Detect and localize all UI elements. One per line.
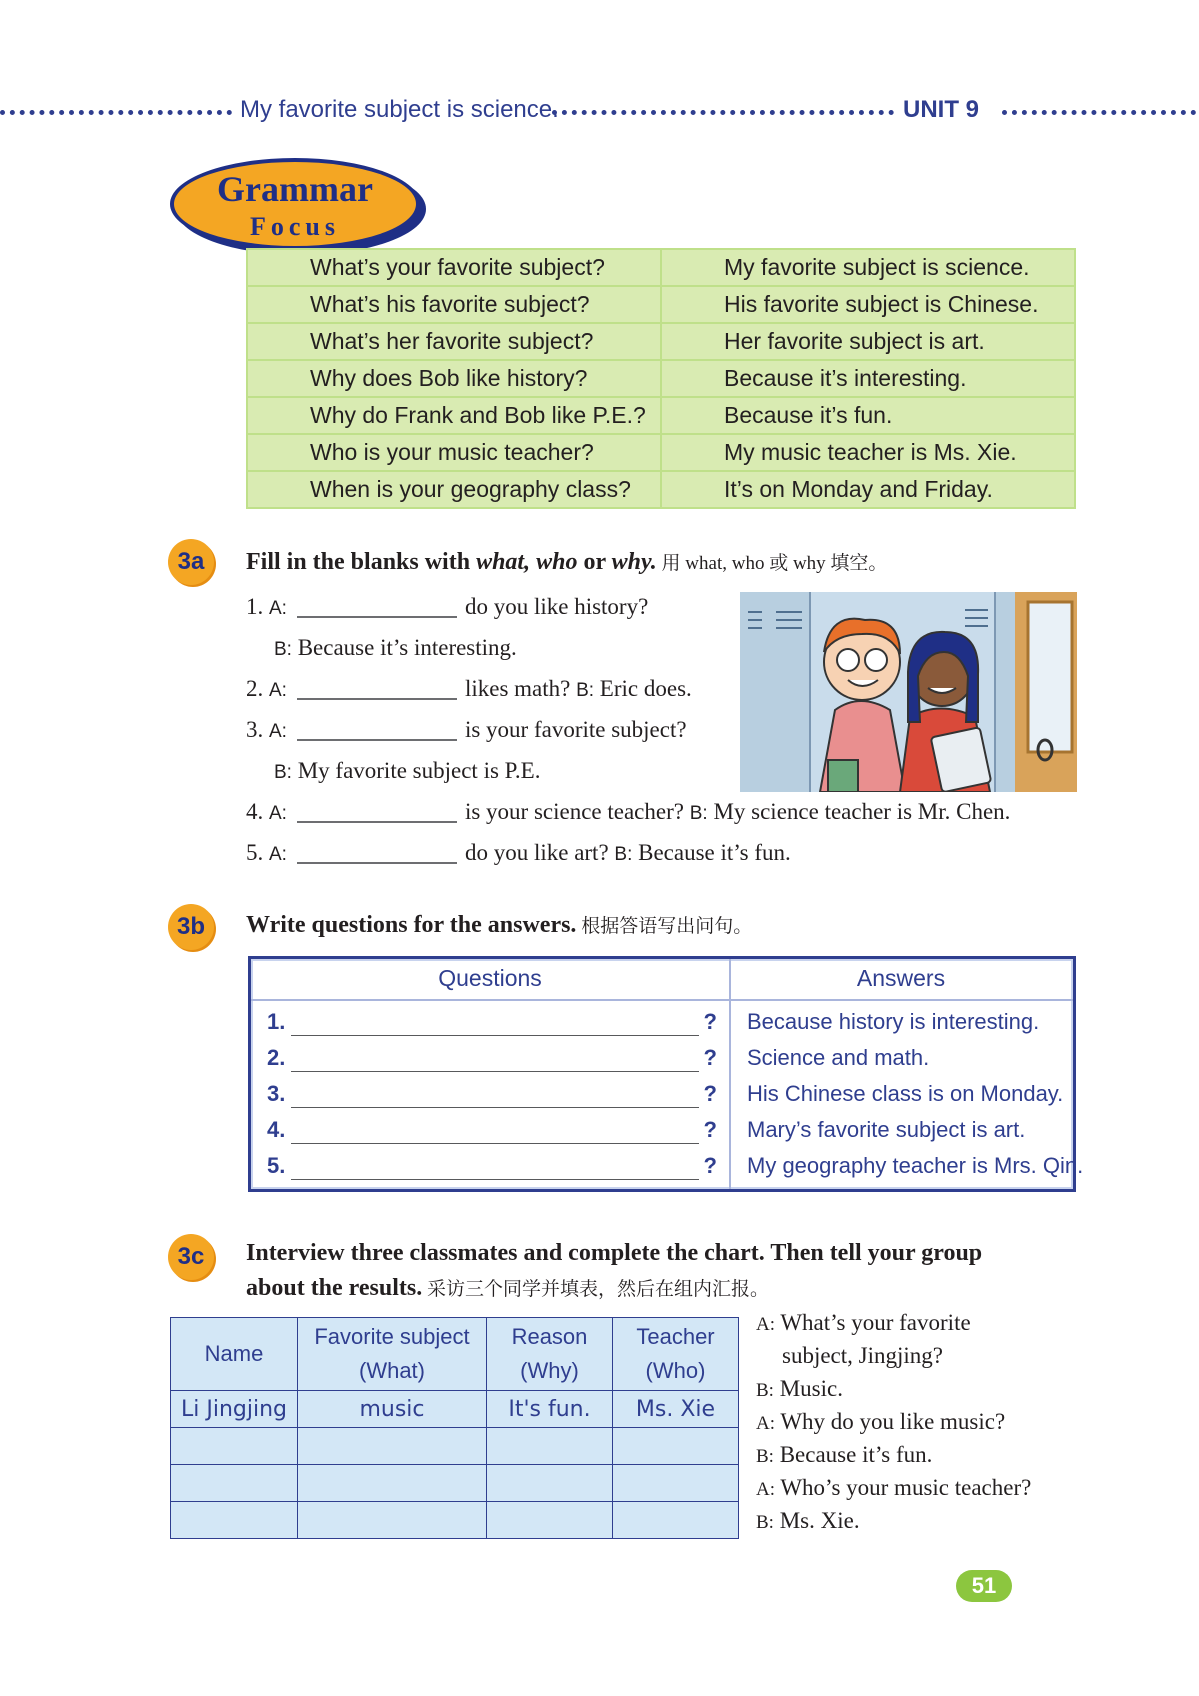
grammar-focus-subtitle: Focus	[250, 212, 340, 241]
answers-header: Answers	[856, 965, 946, 991]
section-3c-instruction-line-2	[246, 1274, 769, 1302]
table-row	[247, 249, 1075, 286]
instr-chinese: 采访三个同学并填表，然后在组内汇报。	[422, 1279, 770, 1300]
grammar-question: What’s her favorite subject?	[247, 323, 661, 360]
item-text: Because it’s fun.	[638, 840, 791, 865]
answer-text: Mary’s favorite subject is art.	[747, 1117, 1026, 1142]
speaker-a: A:	[269, 680, 287, 701]
question-number: 5.	[267, 1153, 286, 1178]
grammar-answer: My favorite subject is science.	[661, 249, 1075, 286]
question-number: 2.	[267, 1045, 286, 1070]
grammar-question: What’s your favorite subject?	[247, 249, 661, 286]
dialogue-line	[756, 1508, 860, 1534]
dialogue-text: Because it’s fun.	[779, 1442, 933, 1467]
students-illustration-art	[740, 592, 1077, 792]
question-number: 3.	[267, 1081, 286, 1106]
section-3a-label: 3a	[168, 539, 214, 585]
dialogue-line	[756, 1409, 1005, 1435]
question-number: 4.	[267, 1117, 286, 1142]
empty-cell[interactable]	[298, 1428, 487, 1465]
grammar-answer: It’s on Monday and Friday.	[661, 471, 1075, 508]
question-mark: ?	[703, 1117, 717, 1142]
question-mark: ?	[703, 1153, 717, 1178]
item-text: My favorite subject is P.E.	[297, 758, 541, 783]
table-row	[247, 360, 1075, 397]
grammar-answer: Because it’s interesting.	[661, 360, 1075, 397]
speaker-b: B:	[756, 1380, 774, 1401]
speaker-b: B:	[756, 1512, 774, 1533]
item-text: do you like history?	[464, 594, 649, 619]
students-illustration	[740, 592, 1077, 792]
section-3c-label: 3c	[168, 1234, 214, 1280]
grammar-question: When is your geography class?	[247, 471, 661, 508]
header-text: (What)	[359, 1358, 425, 1383]
header-text: Reason	[511, 1324, 588, 1349]
speaker-b: B:	[756, 1446, 774, 1467]
empty-cell[interactable]	[613, 1465, 739, 1502]
question-input-line-4[interactable]	[291, 1143, 699, 1144]
header-text: (Why)	[520, 1358, 579, 1383]
speaker-a: A:	[269, 598, 287, 619]
dialogue-line	[756, 1376, 843, 1402]
instr-keywords: why.	[611, 549, 657, 575]
column-divider	[729, 959, 731, 1189]
table-row	[171, 1465, 739, 1502]
question-row	[267, 1149, 717, 1181]
question-number: 1.	[267, 1009, 286, 1034]
questions-answers-table	[248, 956, 1084, 1192]
cell-teacher: Ms. Xie	[613, 1391, 739, 1428]
empty-cell[interactable]	[171, 1428, 298, 1465]
speaker-a: A:	[756, 1479, 775, 1500]
blank-field-4[interactable]	[297, 799, 457, 823]
empty-cell[interactable]	[613, 1428, 739, 1465]
questions-header: Questions	[438, 965, 542, 991]
speaker-b: B:	[689, 803, 708, 824]
answer-text: My geography teacher is Mrs. Qin.	[747, 1153, 1084, 1178]
item-number: 4.	[246, 799, 264, 824]
grammar-focus-title: Grammar	[217, 169, 373, 209]
exercise-3a-item-3	[246, 717, 687, 743]
header-reason	[487, 1318, 613, 1391]
header-dots-middle	[552, 110, 894, 115]
cell-name: Li Jingjing	[171, 1391, 298, 1428]
grammar-answer: My music teacher is Ms. Xie.	[661, 434, 1075, 471]
speaker-b: B:	[576, 680, 595, 701]
blank-field-2[interactable]	[297, 676, 457, 700]
chart-header-row	[171, 1318, 739, 1391]
empty-cell[interactable]	[487, 1428, 613, 1465]
dialogue-line	[756, 1475, 1031, 1501]
instr-text: Write questions for the answers.	[246, 912, 577, 938]
question-row	[267, 1041, 717, 1073]
header-text: Favorite subject	[314, 1324, 470, 1349]
exercise-3a-item-3-reply	[274, 758, 540, 784]
empty-cell[interactable]	[171, 1465, 298, 1502]
grammar-focus-table	[246, 248, 1076, 509]
instr-text: about the results.	[246, 1275, 423, 1301]
table-row	[247, 471, 1075, 508]
section-3a-instruction	[246, 548, 887, 576]
speaker-a: A:	[269, 803, 287, 824]
table-row	[247, 286, 1075, 323]
dialogue-text: Who’s your music teacher?	[780, 1475, 1032, 1500]
cell-favorite-subject: music	[298, 1391, 487, 1428]
speaker-a: A:	[269, 721, 287, 742]
question-input-line-2[interactable]	[291, 1071, 699, 1072]
grammar-answer: His favorite subject is Chinese.	[661, 286, 1075, 323]
header-text: (Who)	[645, 1358, 706, 1383]
instr-text: or	[577, 549, 612, 575]
speaker-b: B:	[274, 639, 292, 660]
interview-chart	[170, 1317, 739, 1539]
section-3b-label: 3b	[168, 904, 214, 950]
exercise-3a-item-1-reply	[274, 635, 517, 661]
question-input-line-1[interactable]	[291, 1035, 699, 1036]
item-text: My science teacher is Mr. Chen.	[713, 799, 1011, 824]
exercise-3a-item-2	[246, 676, 692, 702]
answer-text: Science and math.	[747, 1045, 930, 1070]
table-row	[171, 1428, 739, 1465]
question-mark: ?	[703, 1009, 717, 1034]
header-dots-left	[0, 110, 232, 115]
exercise-3a-item-1	[246, 594, 648, 620]
cell-reason: It's fun.	[487, 1391, 613, 1428]
grammar-question: Why do Frank and Bob like P.E.?	[247, 397, 661, 434]
running-header	[0, 96, 1199, 126]
table-row	[171, 1502, 739, 1539]
grammar-focus-badge	[170, 158, 420, 250]
speaker-b: B:	[274, 762, 292, 783]
answer-text: Because history is interesting.	[747, 1009, 1040, 1034]
item-text: do you like art?	[464, 840, 609, 865]
item-text: likes math?	[464, 676, 571, 701]
dialogue-text: Ms. Xie.	[779, 1508, 860, 1533]
header-text: Name	[204, 1341, 264, 1366]
table-row	[247, 397, 1075, 434]
table-row	[247, 434, 1075, 471]
grammar-question: What’s his favorite subject?	[247, 286, 661, 323]
section-3c-instruction-line-1: Interview three classmates and complete the chart. Then tell your group	[246, 1240, 983, 1266]
item-number: 1.	[246, 594, 264, 619]
dialogue-line	[756, 1442, 932, 1468]
dialogue-line: subject, Jingjing?	[782, 1343, 943, 1368]
header-divider	[251, 999, 1073, 1001]
question-input-line-5[interactable]	[291, 1179, 699, 1180]
speaker-a: A:	[269, 844, 287, 865]
item-number: 5.	[246, 840, 264, 865]
item-number: 2.	[246, 676, 264, 701]
table-row	[247, 323, 1075, 360]
blank-field-5[interactable]	[297, 840, 457, 864]
grammar-answer: Because it’s fun.	[661, 397, 1075, 434]
grammar-answer: Her favorite subject is art.	[661, 323, 1075, 360]
item-text: is your science teacher?	[464, 799, 684, 824]
grammar-question: Who is your music teacher?	[247, 434, 661, 471]
item-text: is your favorite subject?	[464, 717, 687, 742]
speaker-a: A:	[756, 1314, 775, 1335]
empty-cell[interactable]	[298, 1502, 487, 1539]
dialogue-text: Why do you like music?	[780, 1409, 1006, 1434]
question-mark: ?	[703, 1081, 717, 1106]
grammar-question: Why does Bob like history?	[247, 360, 661, 397]
instr-chinese: 用 what, who 或 why 填空。	[656, 553, 888, 574]
dialogue-text: What’s your favorite	[780, 1310, 971, 1335]
question-input-line-3[interactable]	[291, 1107, 699, 1108]
header-name	[171, 1318, 298, 1391]
empty-cell[interactable]	[298, 1465, 487, 1502]
question-row	[267, 1005, 717, 1037]
question-mark: ?	[703, 1045, 717, 1070]
speaker-a: A:	[756, 1413, 775, 1434]
section-3b-instruction	[246, 911, 752, 939]
header-teacher	[613, 1318, 739, 1391]
table-row	[171, 1391, 739, 1428]
header-dots-right	[1002, 110, 1196, 115]
question-row	[267, 1077, 717, 1109]
dialogue-text: Music.	[779, 1376, 843, 1401]
header-text: Teacher	[636, 1324, 715, 1349]
blank-field-3[interactable]	[297, 717, 457, 741]
item-number: 3.	[246, 717, 264, 742]
empty-cell[interactable]	[487, 1465, 613, 1502]
instr-text: Fill in the blanks with	[246, 549, 477, 575]
unit-label: UNIT 9	[903, 96, 980, 123]
empty-cell[interactable]	[487, 1502, 613, 1539]
instr-chinese: 根据答语写出问句。	[576, 916, 753, 937]
exercise-3a-item-4	[246, 799, 1010, 825]
page-number: 51	[956, 1570, 1012, 1602]
speaker-b: B:	[614, 844, 633, 865]
question-row	[267, 1113, 717, 1145]
item-text: Because it’s interesting.	[297, 635, 517, 660]
empty-cell[interactable]	[613, 1502, 739, 1539]
empty-cell[interactable]	[171, 1502, 298, 1539]
header-favorite-subject	[298, 1318, 487, 1391]
blank-field-1[interactable]	[297, 594, 457, 618]
dialogue-line	[756, 1310, 971, 1336]
item-text: Eric does.	[599, 676, 692, 701]
exercise-3a-item-5	[246, 840, 791, 866]
answer-text: His Chinese class is on Monday.	[747, 1081, 1064, 1106]
header-title: My favorite subject is science.	[240, 96, 559, 123]
instr-keywords: what, who	[476, 549, 578, 575]
